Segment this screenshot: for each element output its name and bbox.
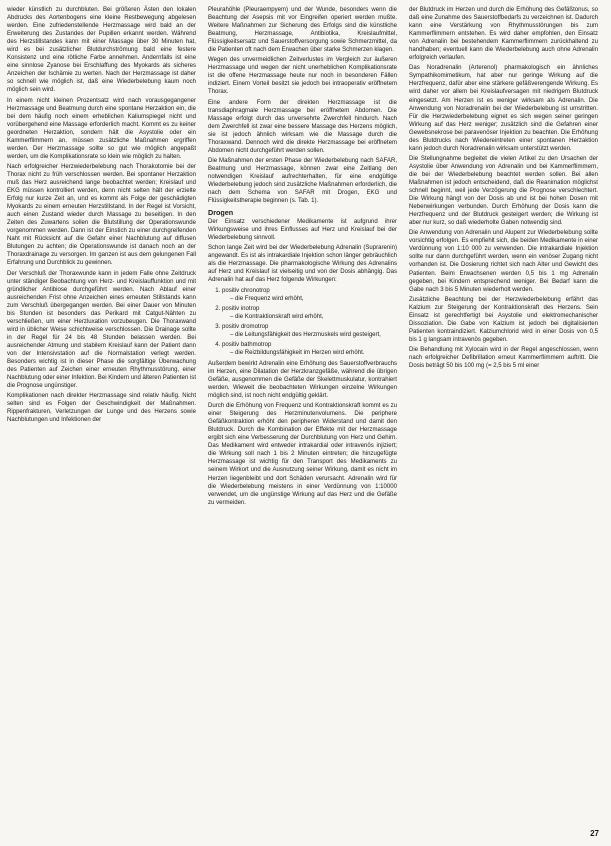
paragraph: Das Noradrenalin (Arterenol) pharmakologisch ein ähnliches Sympathikomimetikum, hat aber nur geringe Wirkung auf die Herzfrequenz, dafür aber eine stärkere gefäßverengende Wirkung. Es wird daher vor allem bei Kreislaufversagen mit niedrigem Blutdruck eingesetzt. Am Herzen ist es weniger wirksam als Adrenalin. Die Anwendung von Noradrenalin bei der Wiederbelebung ist umstritten. Für die Herzwiederbelebung eignet es sich wegen seiner geringen Wirkung auf das Herz weniger; zusätzlich sind die Gefahren einer Gewebsnekrose bei paravenöser Injektion zu beachten. Die Erhöhung des Blutdrucks nach Wiedereintreten einer spontanen Herzaktion kann jedoch durch Noradrenalin wirksam unterstützt werden.	[409, 65, 598, 152]
list-item-term: positiv chronotrop	[222, 287, 270, 294]
list-item-description: – die Kontraktionskraft wird erhöht,	[230, 313, 324, 320]
paragraph: Der Einsatz verschiedener Medikamente ist aufgrund ihrer Wirkungsweise und ihres Einflusses auf Herz und Kreislauf bei der Wiederbelebung sinnvoll.	[208, 219, 397, 242]
text-column-3	[409, 6, 598, 372]
list-item-term: positiv inotrop	[222, 305, 260, 312]
effects-list	[208, 287, 397, 357]
list-item	[222, 287, 397, 303]
list-item-description: – die Reizbildungsfähigkeit im Herzen wird erhöht.	[230, 349, 365, 356]
paragraph: Die Stellungnahme begleitet die vielen Artikel zu den Ursachen der Asystolie über Anwendung von Adrenalin und bei Kammerflimmern, die bei der Wiederbelebung beachtet werden sollen. Bei allen Maßnahmen ist jedoch entscheidend, daß die Reanimation möglichst schnell beginnt, weil jede Verzögerung die Prognose verschlechtert. Die Wirkung hängt von der Dosis ab und ist bei hohen Dosen mit Nebenwirkungen verbunden. Durch Erhöhung der Dosis kann die Herzfrequenz und der Blutdruck gesteigert werden; die Wirkung ist aber nur kurz, so daß wiederholte Gaben notwendig sind.	[409, 155, 598, 227]
paragraph: Die Anwendung von Adrenalin und Alupent zur Wiederbelebung sollte vorsichtig erfolgen. Es empfiehlt sich, die beiden Medikamente in einer Verdünnung von 1:10 000 zu verwenden. Die intrakardiale Injektion sollte nur dann durchgeführt werden, wenn ein venöser Zugang nicht vorhanden ist. Die Dosierung richtet sich nach Alter und Gewicht des Patienten. Beim Erwachsenen werden 0,5 bis 1 mg Adrenalin gegeben, bei Kindern entsprechend weniger. Bei Bedarf kann die Gabe nach 3 bis 5 Minuten wiederholt werden.	[409, 230, 598, 293]
list-item	[222, 341, 397, 357]
paragraph: der Blutdruck im Herzen und durch die Erhöhung des Gefäßtonus, so daß eine Zunahme des Sauerstoffbedarfs zu verzeichnen ist. Dadurch kann eine Verstärkung von Rhythmusstörungen bis zum Kammerflimmern entstehen. Es wird daher empfohlen, den Einsatz von Adrenalin bei bestehendem Kammerflimmern zurückhaltend zu handhaben; eventuell kann die Wiederbelebung auch ohne Adrenalin erfolgreich verlaufen.	[409, 7, 598, 62]
list-item-term: positiv dromotrop	[222, 323, 269, 330]
paragraph: Pleurahöhle (Pleuraempyem) und der Wunde, besonders wenn die Beachtung der Asepsis mit vor Eingreifen operiert werden mußte. Weitere Maßnahmen zur Sicherung des Erfolgs sind die künstliche Beatmung, Herzmassage, Antibiotika, Kreislaufmittel, Flüssigkeitsersatz und Sauerstoffversorgung sowie Schmerzmittel, da die Patienten oft nach dem Erwachen über starke Schmerzen klagen.	[208, 7, 397, 54]
paragraph: Außerdem bewirkt Adrenalin eine Erhöhung des Sauerstoffverbrauchs im Herzen, eine Dilatation der Herzkranzgefäße, während die übrigen Gefäße, ausgenommen die Gefäße der Skelettmuskulatur, kontrahiert werden. Wieweit die beobachteten Wirkungen einzelne Wirkungen möglich sind, ist noch nicht endgültig geklärt.	[208, 360, 397, 400]
page-number: 27	[590, 829, 599, 838]
list-item	[222, 305, 397, 321]
text-column-2	[208, 6, 397, 509]
paragraph: Zusätzliche Beachtung bei der Herzwiederbelebung erfährt das Kalzium zur Steigerung der Kontraktionskraft des Herzens. Sein Einsatz ist gerechtfertigt bei Asystolie und elektromechanischer Dissoziation. Die Gabe von Kalzium ist jedoch bei digitalisierten Patienten kontraindiziert. Kalziumchlorid wird in einer Dosis von 0,5 bis 1 g langsam intravenös gegeben.	[409, 296, 598, 343]
paragraph: Der Verschluß der Thoraxwunde kann in jedem Falle ohne Zeitdruck unter ständiger Beobachtung von Herz- und Kreislauffunktion und mit gründlicher Antibiose durchgeführt werden. Nach Ablauf einer ausreichenden Frist ohne Anzeichen eines erneuten Stillstands kann zum Verschluß übergegangen werden. Bei einer Dauer von Minuten bis Stunden ist besonders das Perikard mit Catgut-Nähten zu verschließen, um einer Herzluxation vorzubeugen. Die Thoraxwand wird in üblicher Weise schichtweise verschlossen. Die Drainage sollte in der Regel für 24 bis 48 Stunden belassen werden. Bei ausreichender Atmung und stabilem Kreislauf kann der Patient dann von der Intensivstation auf die Normalstation verlegt werden. Besonders wichtig ist in dieser Phase die sorgfältige Überwachung des Patienten auf Zeichen einer erneuten Rhythmusstörung, einer Nachblutung oder einer Infektion. Bei Kindern und älteren Patienten ist die Prognose ungünstiger.	[7, 270, 196, 390]
list-item	[222, 323, 397, 339]
paragraph: Nach erfolgreicher Herzwiederbelebung nach Thorakotomie bei der Thorax nicht zu früh verschlossen werden. Bei spontaner Herzaktion muß das Herz ausreichend lange beobachtet werden; Kreislauf und EKG müssen kontrolliert werden, denn nicht selten hält der erzielte Erfolg nur kurze Zeit an, und es kommt als Folge der geschädigten Myokards zu einem erneuten Herzstillstand. In der Regel ist Vorsicht, auch einen Zustand wieder durch Massage zu beseitigen. In den Zeiten des Zuwartens sollen die Blutstillung der Operationswunde vorgenommen werden. Dann ist der Einstich zu einer durchgreifenden Naht mit Rücksicht auf die Gefahr einer Nachblutung auf diffusen Blutungen zu achten; die Operationswunde ist danach noch an der Thoraxdrainage zu versorgen. Im ganzen ist aus dem gelungenen Fall Erfahrung und Durchblick zu gewinnen.	[7, 163, 196, 267]
paragraph: In einem nicht kleinen Prozentsatz wird nach vorausgegangener Herzmassage und Beatmung durch eine spontane Herzaktion ein, die bei dem häufig noch einem erheblichen Kaliumspiegel nicht und vorübergehend eine Massage erforderlich macht. Kommt es zu keiner geordneten Herzaktion, sondern hält die Asystolie oder ein Kammerflimmern an, müssen zusätzliche Maßnahmen ergriffen werden. Der Herzmassage sollte so gut wie möglich angepaßt werden, um die Komplikationsrate so klein wie möglich zu halten.	[7, 97, 196, 160]
text-column-1	[7, 6, 196, 426]
paragraph: Komplikationen nach direkter Herzmassage sind relativ häufig. Nicht selten sind es Folgen der Geschwindigkeit der Maßnahmen. Rippenfrakturen, Verletzungen der Lunge und des Herzens sowie Nachblutungen und Infektionen der	[7, 393, 196, 424]
paragraph: Schon lange Zeit wird bei der Wiederbelebung Adrenalin (Suprarenin) angewandt. Es ist als intrakardiale Injektion schon länger gebräuchlich als die Herzmassage. Die pharmakologische Wirkung des Adrenalins auf Herz und Kreislauf ist vielseitig und von der Dosis abhängig. Das Adrenalin hat auf das Herz folgende Wirkungen:	[208, 245, 397, 284]
list-item-term: positiv bathmotrop	[222, 341, 272, 348]
paragraph: Wegen des unvermeidlichen Zeitverlustes im Vergleich zur äußeren Herzmassage und wegen der nicht unerheblichen Komplikationsrate ist die offene Herzmassage heute nur noch in besonderen Fällen indiziert. Einem Vorteil besitzt sie jedoch bei intraoperativ eröffnetem Thorax.	[208, 57, 397, 96]
paragraph: Durch die Erhöhung von Frequenz und Kontraktionskraft kommt es zu einer Steigerung des Herzminutenvolumens. Die periphere Gefäßkontraktion erhöht den peripheren Widerstand und damit den Blutdruck. Durch die Kombination der Effekte mit der Herzmassage ergibt sich eine Verbesserung der Durchblutung von Herz und Gehirn. Das Medikament wird entweder intrakardial oder intravenös injiziert; die Wirkung soll nach 1 bis 2 Minuten eintreten; die hinzugefügte Herzmassage ist wichtig für den Transport des Medikaments zu seinem Wirkort und die Ausnutzung seiner Wirkung, damit es nicht im Herzen liegenbleibt und dort Schäden verursacht. Adrenalin wird für die Wiederbelebung meistens in einer Verdünnung von 1:10000 verwendet, um die ungünstige Wirkung auf das Herz und die Gefäße zu vermeiden.	[208, 403, 397, 506]
list-item-description: – die Frequenz wird erhöht,	[230, 295, 304, 302]
paragraph: Die Behandlung mit Xylocain wird in der Regel angeschlossen, wenn nach erfolgreicher Defibrillation erneut Kammerflimmern auftritt. Die Dosis beträgt 50 bis 100 mg (= 2,5 bis 5 ml einer	[409, 346, 598, 370]
paragraph: Die Maßnahmen der ersten Phase der Wiederbelebung nach SAFAR, Beatmung und Herzmassage, können zwar eine Zeitlang den notwendigen Kreislauf aufrechterhalten, für eine endgültige Wiederbelebung jedoch sind zusätzliche Maßnahmen erforderlich, die nach dem Schema von SAFAR mit Drogen, EKG und Flüssigkeitstherapie beginnen (s. Tab. 1).	[208, 157, 397, 205]
list-item-description: – die Leitungsfähigkeit des Herzmuskels wird gesteigert,	[230, 331, 381, 338]
paragraph: Eine andere Form der direkten Herzmassage ist die transdiaphragmale Herzmassage bei eröffnetem Abdomen. Die Massage erfolgt durch das unversehrte Zwerchfell hindurch. Nach dem Zwerchfell ist zwar eine bessere Massage des Herzens möglich, sie ist jedoch ähnlich wirksam wie die Massage durch die Thoraxwand. Dennoch wird die direkte Herzmassage bei eröffnetem Abdomen nicht durchgeführt werden sollen.	[208, 99, 397, 154]
section-heading: Drogen	[208, 208, 234, 218]
paragraph: wieder künstlich zu durchbluten. Bei größeren Ästen den lokalen Abdrucks des Aortenbogens eine kleine Restbewegung abgelesen werden. Eine zufriedenstellende Herzmassage wird bald an der Erweiterung des Zustandes der Pupillen erkannt werden. Während des Herzstillstandes kann mit einer Massage über 30 Minuten hat, wird es bei zusätzlicher Blutdurchströmung bald eine festere Konsistenz und eine rötliche Farbe annehmen. Andernfalls ist eine eine sinnlose Zyanose bei Erschlaffung des Myokards als sicheres Anzeichen der Ischämie zu werten. Nach der Herzmassage ist daher so schnell wie möglich ist, daß eine Wiederbelebung kaum noch möglich sein wird.	[7, 7, 196, 94]
